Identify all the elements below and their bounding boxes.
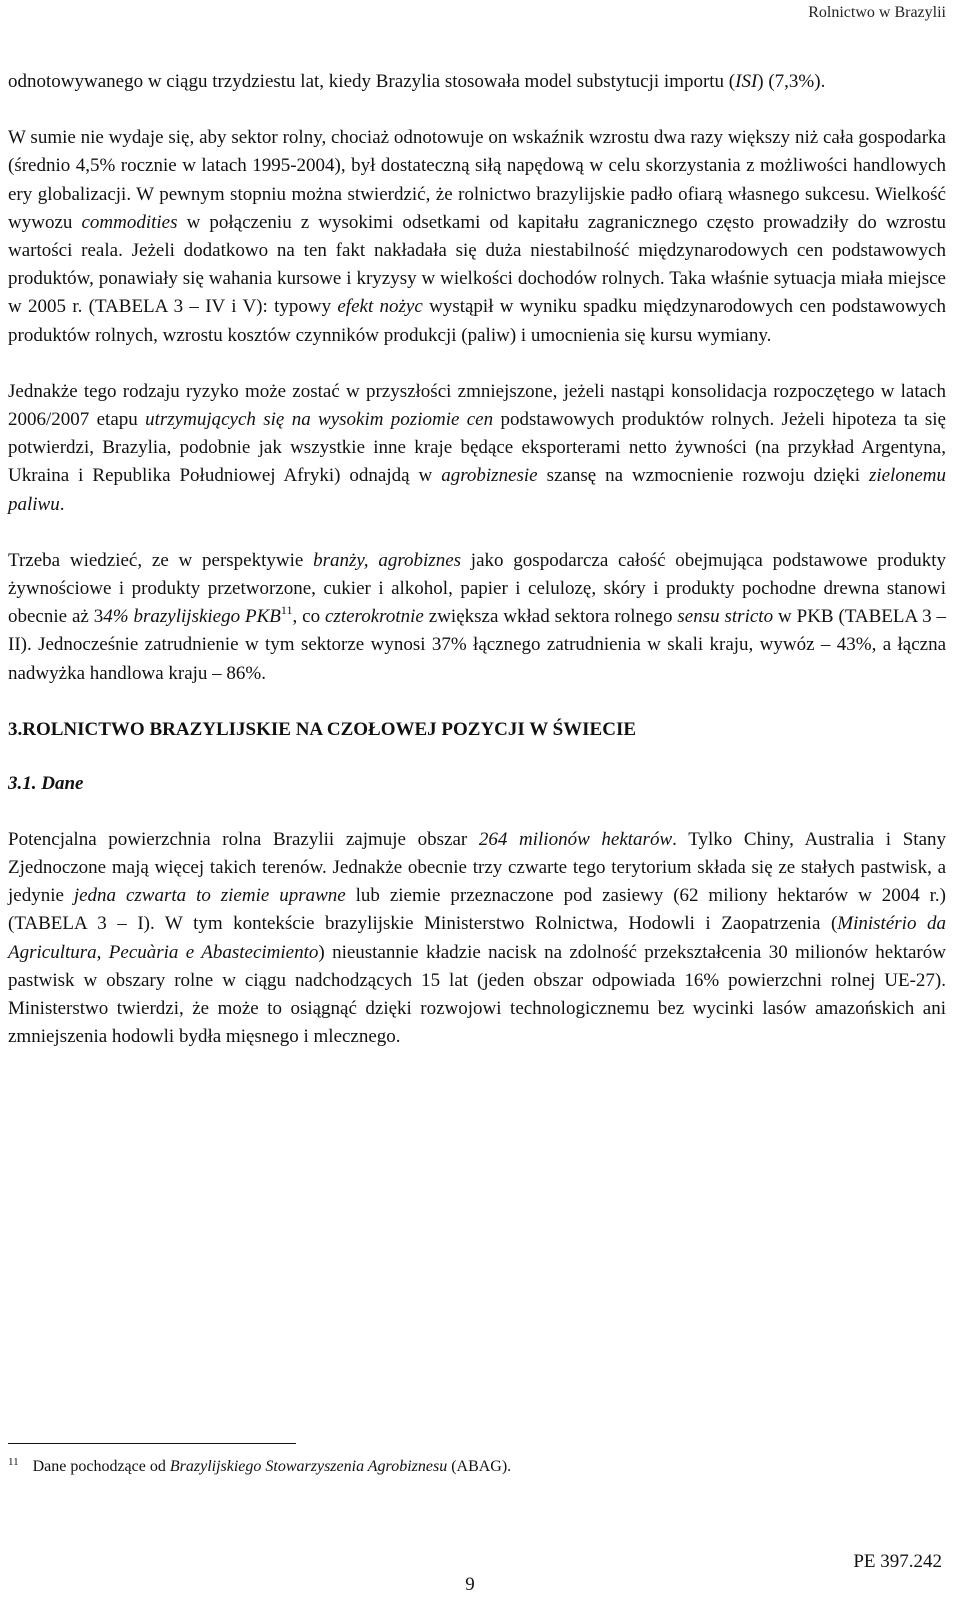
text-run: Jednakże tego rodzaju ryzyko może zostać w przyszłości zmniejszone, jeżeli nastąpi konsolidacja rozpoczętego w latach 2006/2007 etapu xyxy=(8,380,946,431)
italic-run: 4% brazylijskiego PKB xyxy=(103,606,281,628)
text-run: w PKB (TABELA 3 – II). Jednocześnie zatrudnienie w tym sektorze wynosi 37% łącznego zatrudnienia w skali kraju, wywóz – 43%, a łączna nadwyżka handlowa kraju – 86%. xyxy=(8,606,947,684)
page-number: 9 xyxy=(465,1574,475,1595)
footnote-separator xyxy=(8,1443,296,1444)
paragraph-3 xyxy=(8,378,946,519)
italic-run: Brazylijskiego Stowarzyszenia Agrobiznesu xyxy=(169,1458,448,1475)
italic-run: Ministério da Agricultura, Pecuària e Abastecimiento xyxy=(8,913,946,963)
italic-run: sensu stricto xyxy=(677,606,774,628)
running-header: Rolnictwo w Brazylii xyxy=(808,4,946,21)
text-run: podstawowych produktów rolnych. Jeżeli hipoteza ta się potwierdzi, Brazylia, podobnie jak wszystkie inne kraje będące eksporterami netto żywności (na przykład Argentyna, Ukraina i Republika Południowej Afryki) odnajdą w xyxy=(8,409,946,487)
text-run: jako gospodarcza całość obejmująca podstawowe produkty żywnościowe i produkty przetworzone, cukier i alkohol, papier i celulozę, skóry i produkty pochodne drewna stanowi obecnie aż 3 xyxy=(8,549,947,628)
paragraph-1 xyxy=(8,68,946,96)
body-text xyxy=(8,68,946,1051)
text-run: Trzeba wiedzieć, ze w perspektywie xyxy=(8,549,314,571)
italic-run: efekt nożyc xyxy=(337,296,423,318)
text-run: (ABAG). xyxy=(447,1458,512,1475)
text-run: ) nieustannie kładzie nacisk na zdolność przekształcenia 30 milionów hektarów pastwisk w obszary rolne w ciągu nadchodzących 15 lat (jeden obszar odpowiada 16% powierzchni rolnej UE-27). Ministerstwo twierdzi, że może to osiągnąć dzięki rozwojowi technologicznemu bez wycinki lasów amazońskich ani zmniejszenia hodowli bydła mięsnego i mlecznego. xyxy=(8,941,946,1048)
text-run: Potencjalna powierzchnia rolna Brazylii zajmuje obszar xyxy=(8,828,479,850)
text-run: W sumie nie wydaje się, aby sektor rolny, chociaż odnotowuje on wskaźnik wzrostu dwa razy większy niż cała gospodarka (średnio 4,5% rocznie w latach 1995-2004), był dostateczną siłą napędową w celu skorzystania z możliwości handlowych ery globalizacji. W pewnym stopniu można stwierdzić, że rolnictwo brazylijskie padło ofiarą własnego sukcesu. Wielkość wywozu xyxy=(8,127,946,233)
text-run: w połączeniu z wysokimi odsetkami od kapitału zagranicznego często prowadziły do wzrostu wartości reala. Jeżeli dodatkowo na ten fakt nakładała się duża niestabilność międzynarodowych cen podstawowych produktów, ponawiały się wahania kursowe i kryzysy w wielkości dochodów rolnych. Taka właśnie sytuacja miała miejsce w 2005 r. (TABELA 3 – IV i V): typowy xyxy=(8,211,946,318)
text-run: szansę na wzmocnienie rozwoju dzięki xyxy=(537,465,869,487)
footnote xyxy=(8,1456,511,1476)
paragraph-2 xyxy=(8,124,946,350)
text-run: ) (7,3%). xyxy=(757,71,826,92)
italic-run: ISI xyxy=(735,71,758,92)
text-run: . xyxy=(59,493,65,515)
section-heading: 3.ROLNICTWO BRAZYLIJSKIE NA CZOŁOWEJ POZYCJI W ŚWIECIE xyxy=(8,718,637,740)
paragraph-4 xyxy=(8,547,946,688)
italic-run: commodities xyxy=(81,211,178,233)
text-run: , co xyxy=(292,606,325,628)
text-run: zwiększa wkład sektora rolnego xyxy=(423,606,678,628)
italic-run: branży, agrobiznes xyxy=(313,549,462,571)
footnote-ref: 11 xyxy=(280,603,293,618)
italic-run: utrzymujących się na wysokim poziomie cen xyxy=(145,409,494,431)
document-reference: PE 397.242 xyxy=(853,1551,942,1572)
subsection-heading: 3.1. Dane xyxy=(8,772,84,794)
text-run: wystąpił w wyniku spadku międzynarodowych cen podstawowych produktów rolnych, wzrostu kosztów czynników produkcji (paliw) i umocnienia się kursu wymiany. xyxy=(8,296,946,346)
text-run: lub ziemie przeznaczone pod zasiewy (62 miliony hektarów w 2004 r.) (TABELA 3 – I). W tym kontekście brazylijskie Ministerstwo Rolnictwa, Hodowli i Zaopatrzenia ( xyxy=(8,885,946,935)
italic-run: zielonemu paliwu xyxy=(8,465,946,515)
text-run: odnotowywanego w ciągu trzydziestu lat, kiedy Brazylia stosowała model substytucji importu ( xyxy=(8,71,736,92)
italic-run: 264 milionów hektarów xyxy=(478,828,673,850)
italic-run: czterokrotnie xyxy=(325,606,424,628)
text-run: . Tylko Chiny, Australia i Stany Zjednoczone mają więcej takich terenów. Jednakże obecnie trzy czwarte tego terytorium składa się ze stałych pastwisk, a jedynie xyxy=(8,828,946,907)
footnote-number: 11 xyxy=(8,1456,19,1468)
text-run: Dane pochodzące od xyxy=(32,1458,170,1475)
italic-run: jedna czwarta to ziemie uprawne xyxy=(73,885,346,907)
paragraph-5 xyxy=(8,826,946,1052)
italic-run: agrobiznesie xyxy=(441,465,538,487)
